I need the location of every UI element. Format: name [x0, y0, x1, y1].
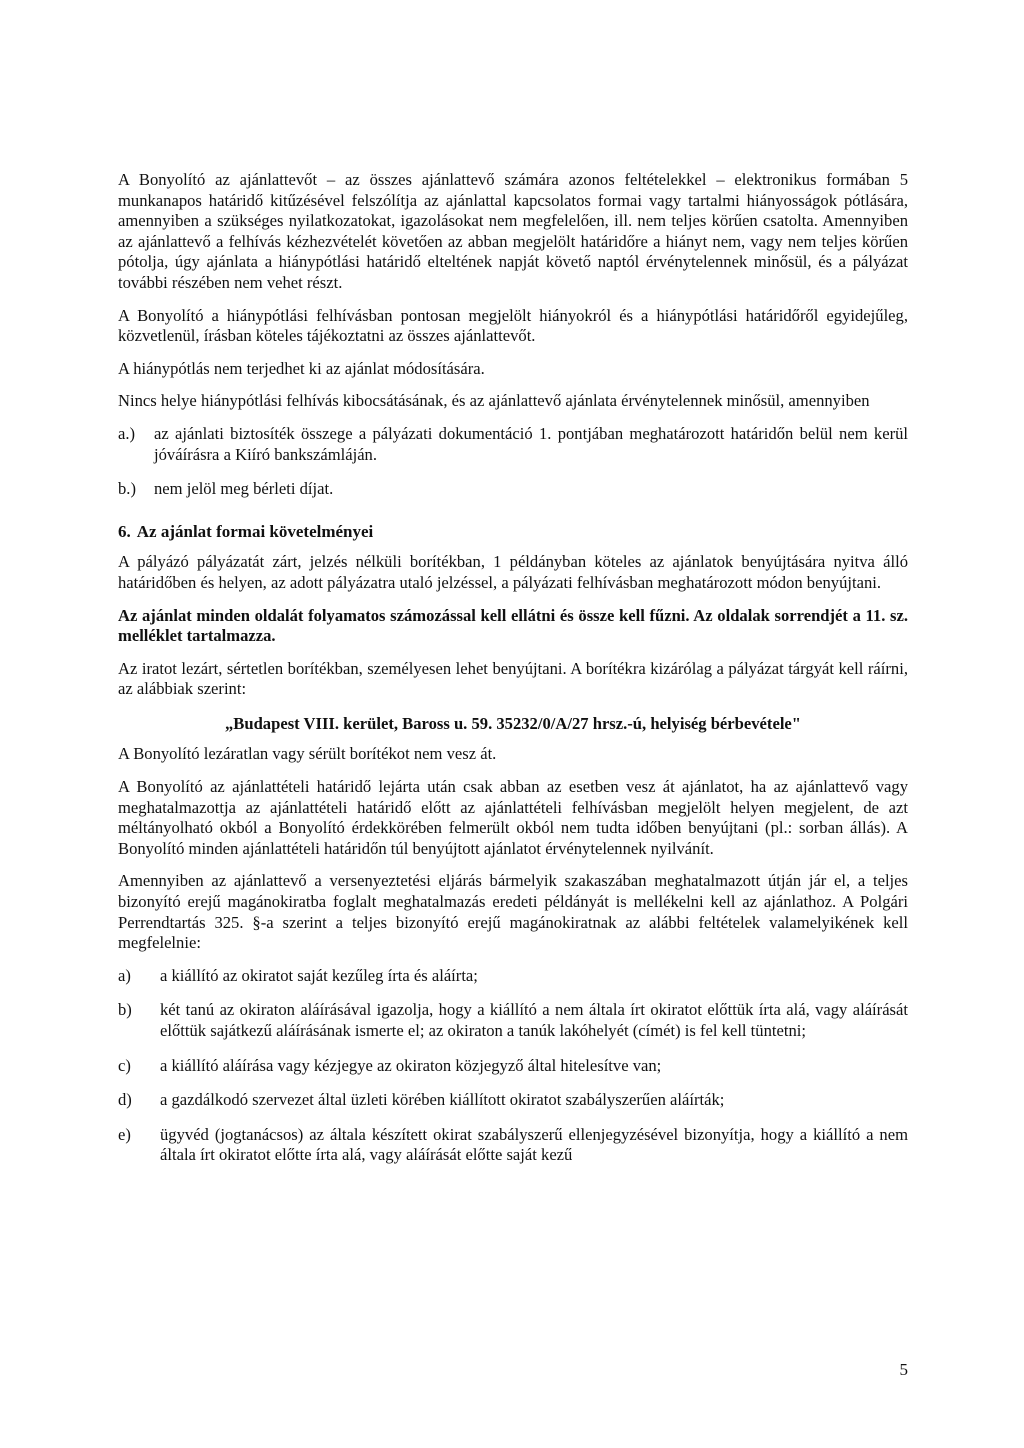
paragraph-damaged-envelope: A Bonyolító lezáratlan vagy sérült borítékot nem vesz át. — [118, 744, 497, 764]
requirement-text: két tanú az okiraton aláírásával igazolja, hogy a kiállító a nem általa írt okiratot előttük írta alá, vagy aláírását előttük sajátkezű aláírásának ismerte el; az okiraton a tanúk lakóhelyét (címét) is fel kell tüntetni; — [160, 1000, 908, 1040]
condition-label: b.) — [118, 479, 136, 499]
section-number: 6. — [118, 521, 131, 541]
requirement-text: a gazdálkodó szervezet által üzleti körében kiállított okiratot szabályszerűen aláírták; — [160, 1090, 725, 1110]
condition-text: nem jelöl meg bérleti díjat. — [154, 479, 334, 499]
paragraph-no-deficiency-call: Nincs helye hiánypótlási felhívás kibocsátásának, és az ajánlattevő ajánlata érvénytelennek minősül, amennyiben — [118, 391, 870, 411]
section-heading — [118, 522, 908, 543]
condition-item — [118, 479, 908, 500]
requirement-text: a kiállító az okiratot saját kezűleg írta és aláírta; — [160, 965, 478, 985]
paragraph-authorization: Amennyiben az ajánlattevő a versenyeztetési eljárás bármelyik szakaszában meghatalmazott útján jár el, a teljes bizonyító erejű magánokiratba foglalt meghatalmazás eredeti példányát is mellékelni kell az ajánlathoz. A Polgári Perrendtartás 325. §-a szerint a teljes bizonyító erejű magánokiratnak az alábbi feltételek valamelyikének kell megfelelnie: — [118, 871, 908, 953]
requirement-item — [118, 1000, 908, 1041]
paragraph-envelope: A pályázó pályázatát zárt, jelzés nélküli borítékban, 1 példányban köteles az ajánlatok benyújtására nyitva álló határidőben és helyen, az adott pályázatra utaló jelzéssel, a pályázati felhívásban meghatározott módon benyújtani. — [118, 552, 908, 592]
paragraph-deficiency-notice: A Bonyolító az ajánlattevőt – az összes ajánlattevő számára azonos feltételekkel – elektronikus formában 5 munkanapos határidő kitűzésével felszólítja az ajánlattal kapcsolatos formai vagy tartalmi hiányosságok pótlására, amennyiben a szükséges nyilatkozatokat, igazolásokat nem megfelelően, ill. nem teljes körűen csatolta. Amennyiben az ajánlattevő a felhívás kézhezvételét követően az abban megjelölt határidőre a hiányt nem, vagy nem teljes körűen pótolja, úgy ajánlata a hiánypótlási határidő elteltének napját követő naptól érvénytelennek minősül, és a pályázat további részében nem vehet részt. — [118, 170, 908, 292]
condition-text: az ajánlati biztosíték összege a pályázati dokumentáció 1. pontjában meghatározott határidőn belül nem kerül jóváírásra a Kiíró bankszámláján. — [154, 423, 908, 464]
requirement-label: c) — [118, 1055, 131, 1075]
condition-item — [118, 424, 908, 465]
page-number: 5 — [899, 1360, 908, 1379]
requirement-item — [118, 1125, 908, 1166]
requirement-text: ügyvéd (jogtanácsos) az általa készített okirat szabályszerű ellenjegyzésével bizonyítja, hogy a kiállító a nem általa írt okiratot előtte írta alá, vagy aláírását előtte saját kezű — [160, 1124, 908, 1165]
requirement-item — [118, 1056, 908, 1077]
requirement-item — [118, 966, 908, 987]
paragraph-no-modification: A hiánypótlás nem terjedhet ki az ajánlat módosítására. — [118, 358, 485, 378]
paragraph-deficiency-info: A Bonyolító a hiánypótlási felhívásban pontosan megjelölt hiányokról és a hiánypótlási határidőről egyidejűleg, közvetlenül, írásban köteles tájékoztatni az összes ajánlattevőt. — [118, 305, 908, 346]
section-title: Az ajánlat formai követelményei — [136, 521, 374, 541]
requirement-label: e) — [118, 1124, 131, 1144]
requirement-label: b) — [118, 1000, 132, 1020]
envelope-subject: „Budapest VIII. kerület, Baross u. 59. 35232/0/A/27 hrsz.-ú, helyiség bérbevétele" — [224, 713, 802, 733]
requirement-text: a kiállító aláírása vagy kézjegye az okiraton közjegyző által hitelesítve van; — [160, 1055, 662, 1075]
paragraph-submission: Az iratot lezárt, sértetlen borítékban, személyesen lehet benyújtani. A borítékra kizárólag a pályázat tárgyát kell ráírni, az alábbiak szerint: — [118, 658, 908, 699]
requirement-label: a) — [118, 965, 131, 985]
requirement-item — [118, 1090, 908, 1111]
paragraph-page-numbering: Az ajánlat minden oldalát folyamatos számozással kell ellátni és össze kell fűzni. Az oldalak sorrendjét a 11. sz. melléklet tartalmazza. — [118, 605, 908, 646]
paragraph-late-submission: A Bonyolító az ajánlattételi határidő lejárta után csak abban az esetben vesz át ajánlatot, ha az ajánlattevő vagy meghatalmazottja az ajánlattételi határidő előtt az ajánlattételi felhívásban megjelölt helyen megjelent, de azt méltányolható okból a Bonyolító érdekkörében felmerült okból nem tudta időben benyújtani (pl.: sorban állás). A Bonyolító minden ajánlattételi határidőn túl benyújtott ajánlatot érvénytelennek nyilvánít. — [118, 777, 908, 858]
requirement-label: d) — [118, 1090, 132, 1110]
condition-label: a.) — [118, 423, 136, 443]
